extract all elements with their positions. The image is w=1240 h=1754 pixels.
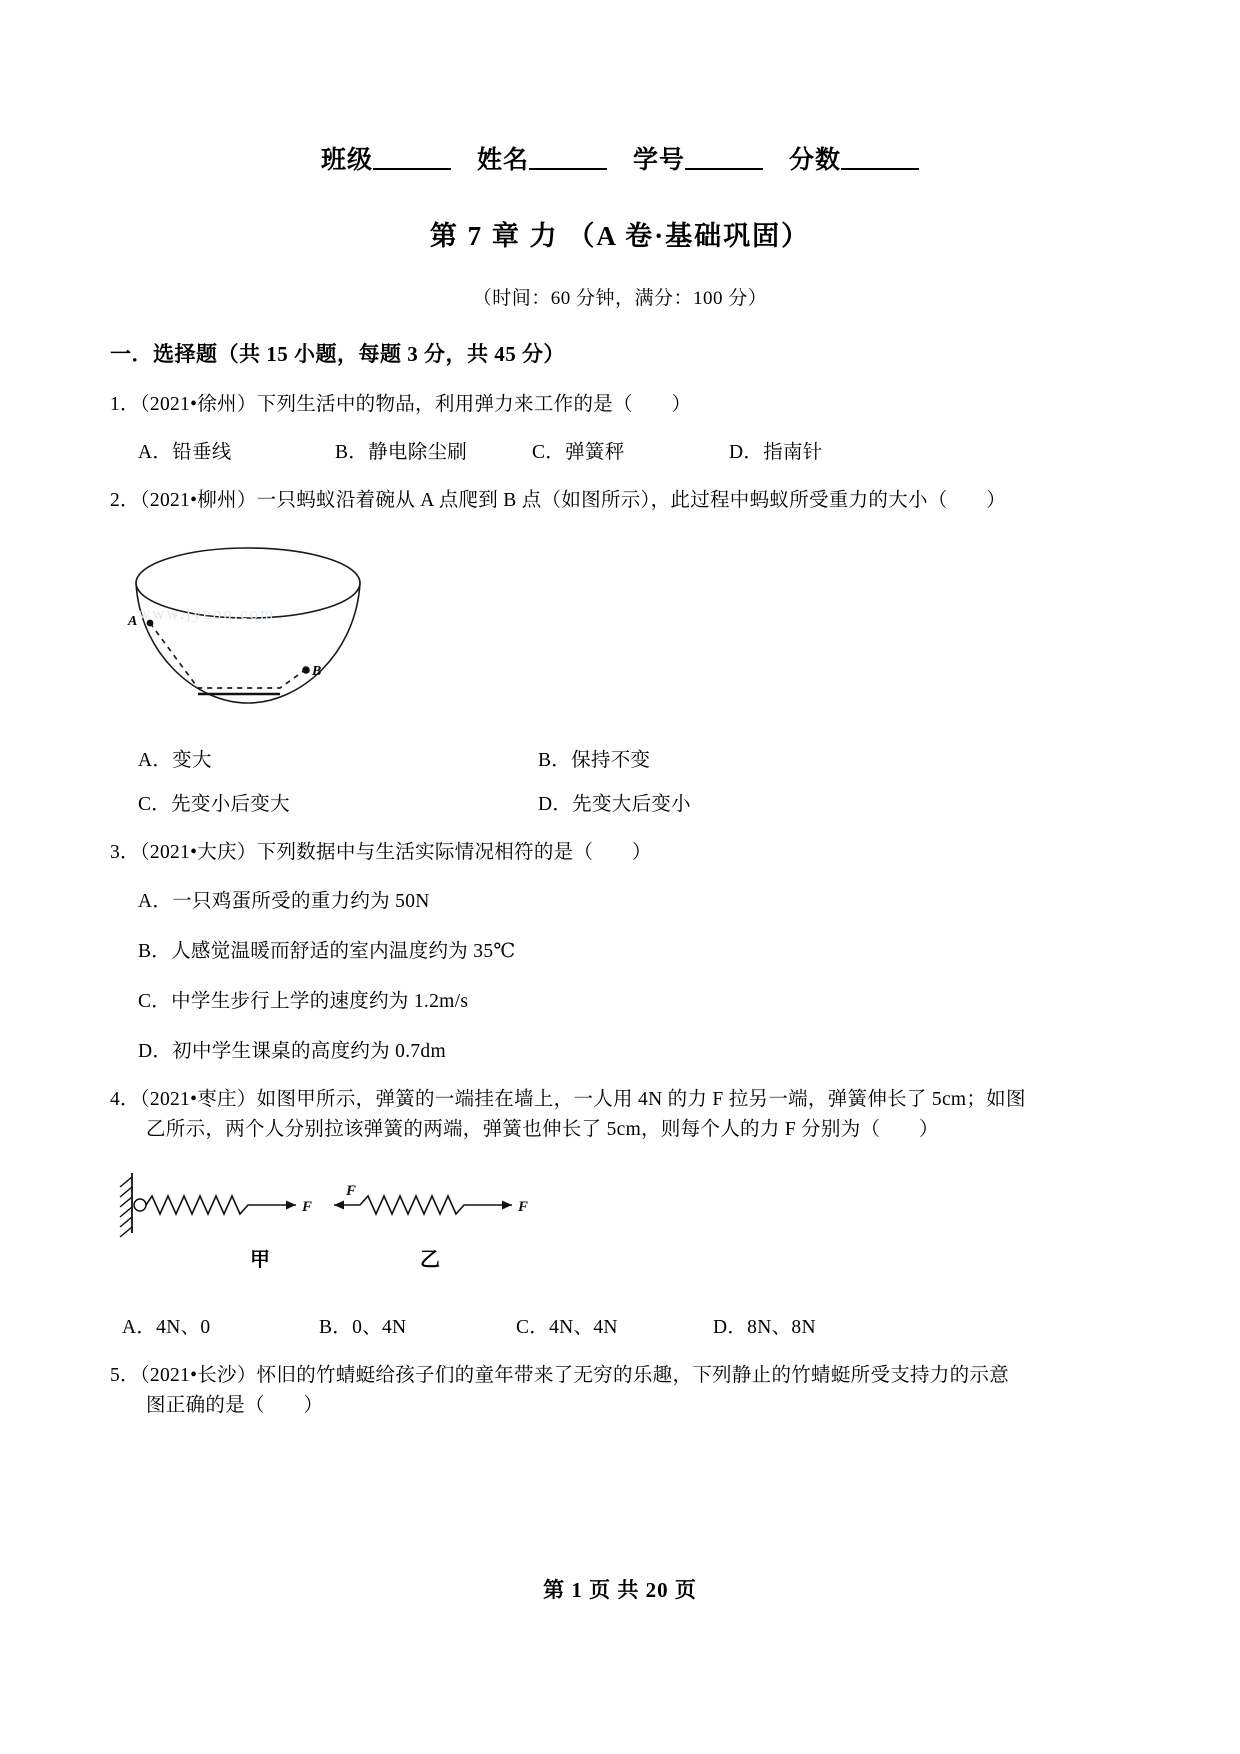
svg-text:F: F <box>518 1199 529 1216</box>
question-text-line-1: 怀旧的竹蜻蜓给孩子们的童年带来了无穷的乐趣，下列静止的竹蜻蜓所受支持力的示意 <box>256 1365 1010 1387</box>
option-d[interactable]: D．指南针 <box>729 442 823 464</box>
question-number: 2． <box>110 490 140 512</box>
field-name-blank[interactable] <box>529 168 607 170</box>
student-info-header <box>110 140 1130 176</box>
question-source: （2021•枣庄） <box>139 1088 257 1110</box>
question-5 <box>110 1361 1130 1421</box>
option-a[interactable]: A．一只鸡蛋所受的重力约为 50N <box>138 890 430 912</box>
answer-blank[interactable] <box>633 394 672 415</box>
watermark-text: www.jyeoo.com <box>138 604 276 624</box>
question-number: 3． <box>110 842 140 864</box>
question-text-line-2: 乙所示，两个人分别拉该弹簧的两端，弹簧也伸长了 5cm，则每个人的力 F 分别为（ <box>146 1118 881 1140</box>
option-a[interactable]: A．变大 <box>138 750 212 772</box>
option-c[interactable]: C．中学生步行上学的速度约为 1.2m/s <box>138 990 469 1012</box>
field-class-label: 班级 <box>320 147 373 174</box>
figure-caption-yi: 乙 <box>420 1249 440 1272</box>
question-source: （2021•长沙） <box>139 1365 257 1387</box>
option-a[interactable]: A．4N、0 <box>122 1317 211 1339</box>
field-name-label: 姓名 <box>476 147 529 174</box>
figure-caption-jia: 甲 <box>250 1249 270 1272</box>
question-number: 4． <box>110 1088 140 1110</box>
option-c[interactable]: C．弹簧秤 <box>532 442 625 464</box>
bowl-diagram <box>110 528 1130 728</box>
question-2-options <box>138 744 1130 816</box>
page-title: 第 7 章 力 （A 卷·基础巩固） <box>429 221 811 251</box>
page-subtitle: （时间：60 分钟，满分：100 分） <box>472 288 768 309</box>
svg-text:F: F <box>346 1183 357 1200</box>
option-b[interactable]: B．保持不变 <box>538 750 651 772</box>
question-source: （2021•柳州） <box>139 490 257 512</box>
bowl-svg <box>120 528 420 728</box>
question-4-options <box>122 1311 1130 1339</box>
option-c[interactable]: C．4N、4N <box>516 1317 618 1339</box>
option-c[interactable]: C．先变小后变大 <box>138 794 290 816</box>
question-number: 1． <box>110 394 140 415</box>
svg-text:F: F <box>302 1199 313 1216</box>
question-close-paren: ） <box>631 842 652 864</box>
question-text-line-2: 图正确的是（ <box>146 1395 265 1417</box>
option-d[interactable]: D．初中学生课桌的高度约为 0.7dm <box>138 1040 446 1062</box>
question-3-options <box>138 885 1130 1063</box>
answer-blank[interactable] <box>880 1119 919 1140</box>
point-b-label: B <box>312 664 322 680</box>
question-source: （2021•大庆） <box>139 842 257 864</box>
question-3 <box>110 838 1130 868</box>
question-text: 一只蚂蚁沿着碗从 A 点爬到 B 点（如图所示），此过程中蚂蚁所受重力的大小（ <box>256 490 948 512</box>
section-heading: 一．选择题（共 15 小题，每题 3 分，共 45 分） <box>110 342 565 366</box>
option-d[interactable]: D．先变大后变小 <box>538 794 691 816</box>
answer-blank[interactable] <box>593 842 632 863</box>
question-close-paren: ） <box>303 1395 324 1417</box>
answer-blank[interactable] <box>265 1395 304 1416</box>
answer-blank[interactable] <box>948 490 987 511</box>
question-number: 5． <box>110 1365 140 1387</box>
spring-diagram <box>110 1165 1130 1295</box>
field-id-blank[interactable] <box>685 168 763 170</box>
question-4 <box>110 1085 1130 1145</box>
spring-svg <box>110 1165 670 1275</box>
field-class-blank[interactable] <box>373 168 451 170</box>
question-source: （2021•徐州） <box>139 394 257 415</box>
option-a[interactable]: A．铅垂线 <box>138 442 232 464</box>
question-2 <box>110 486 1130 516</box>
question-text-line-1: 如图甲所示，弹簧的一端挂在墙上，一人用 4N 的力 F 拉另一端，弹簧伸长了 5cm；如图 <box>256 1088 1026 1110</box>
question-text: 下列生活中的物品，利用弹力来工作的是（ <box>256 394 633 415</box>
point-a-label: A <box>128 614 138 630</box>
question-close-paren: ） <box>918 1118 939 1140</box>
question-close-paren: ） <box>986 490 1007 512</box>
question-text: 下列数据中与生活实际情况相符的是（ <box>256 842 594 864</box>
question-close-paren: ） <box>671 394 692 415</box>
question-1 <box>110 390 1130 420</box>
question-1-options <box>138 436 1130 464</box>
field-score-label: 分数 <box>789 147 842 174</box>
option-b[interactable]: B．人感觉温暖而舒适的室内温度约为 35℃ <box>138 940 516 962</box>
option-d[interactable]: D．8N、8N <box>713 1317 816 1339</box>
option-b[interactable]: B．0、4N <box>319 1317 407 1339</box>
page-footer: 第 1 页 共 20 页 <box>543 1578 697 1602</box>
option-b[interactable]: B．静电除尘刷 <box>335 442 468 464</box>
field-score-blank[interactable] <box>841 168 919 170</box>
field-id-label: 学号 <box>633 147 686 174</box>
